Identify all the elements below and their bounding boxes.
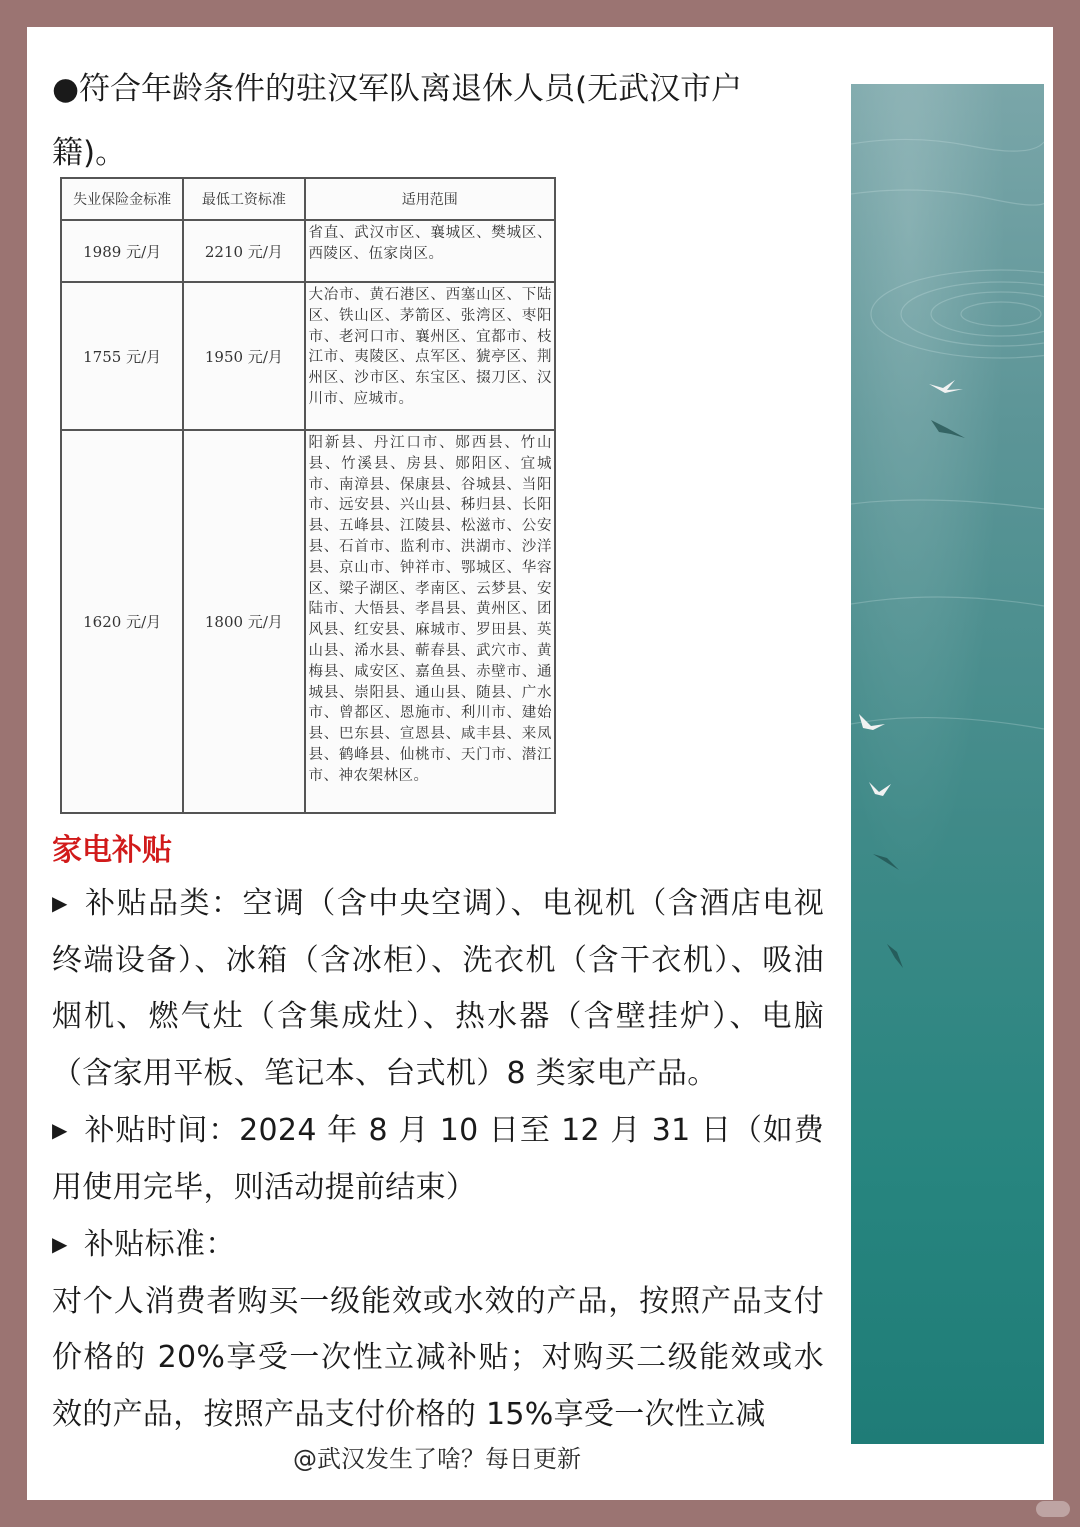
cell-scope: 省直、武汉市区、襄城区、樊城区、西陵区、伍家岗区。 — [305, 220, 555, 282]
bullet-item — [52, 1102, 824, 1216]
bullet-text: 补贴标准： — [84, 1227, 236, 1262]
table-header-row — [61, 178, 555, 220]
bullet-item — [52, 1216, 824, 1274]
intro-text: ●符合年龄条件的驻汉军队离退休人员(无武汉市户籍)。 — [52, 71, 743, 171]
watermark-badge — [1036, 1501, 1070, 1517]
cell-insurance: 1755 元/月 — [61, 282, 183, 430]
policy-table — [60, 177, 556, 814]
header-min-wage: 最低工资标准 — [183, 178, 304, 220]
cell-scope: 阳新县、丹江口市、郧西县、竹山县、竹溪县、房县、郧阳区、宜城市、南漳县、保康县、谷城县、当阳市、远安县、兴山县、秭归县、长阳县、五峰县、江陵县、松滋市、公安县、石首市、监利市、洪湖市、沙洋县、京山市、钟祥市、鄂城区、华容区、梁子湖区、孝南区、云梦县、安陆市、大悟县、孝昌县、黄州区、团风县、红安县、麻城市、罗田县、英山县、浠水县、蕲春县、武穴市、黄梅县、咸安区、嘉鱼县、赤壁市、通城县、崇阳县、通山县、随县、广水市、曾都区、恩施市、利川市、建始县、巴东县、宣恩县、咸丰县、来凤县、鹤峰县、仙桃市、天门市、潜江市、神农架林区。 — [305, 430, 555, 813]
cell-wage: 1800 元/月 — [183, 430, 304, 813]
bullet-text: 补贴时间：2024 年 8 月 10 日至 12 月 31 日（如费用使用完毕，则活动提前结束） — [52, 1113, 824, 1205]
paragraph: 对个人消费者购买一级能效或水效的产品，按照产品支付价格的 20%享受一次性立减补贴；对购买二级能效或水效的产品，按照产品支付价格的 15%享受一次性立减 — [52, 1283, 824, 1432]
table-row — [61, 282, 555, 430]
footer-credit: @武汉发生了啥？每日更新 — [293, 1445, 581, 1473]
triangle-right-icon: ▶ — [52, 1232, 68, 1256]
triangle-right-icon: ▶ — [52, 891, 68, 915]
cell-insurance: 1989 元/月 — [61, 220, 183, 282]
section-title: 家电补贴 — [52, 833, 172, 868]
header-insurance: 失业保险金标准 — [61, 178, 183, 220]
policy-table-image — [60, 177, 556, 810]
cell-scope: 大冶市、黄石港区、西塞山区、下陆区、铁山区、茅箭区、张湾区、枣阳市、老河口市、襄州区、宜都市、枝江市、夷陵区、点军区、猇亭区、荆州区、沙市区、东宝区、掇刀区、汉川市、应城市。 — [305, 282, 555, 430]
table-row — [61, 220, 555, 282]
cell-wage: 2210 元/月 — [183, 220, 304, 282]
section-body — [52, 875, 824, 1443]
bullet-item — [52, 875, 824, 1102]
cell-wage: 1950 元/月 — [183, 282, 304, 430]
water-photo — [851, 84, 1044, 1444]
document-page — [27, 27, 1053, 1500]
cell-insurance: 1620 元/月 — [61, 430, 183, 813]
header-scope: 适用范围 — [305, 178, 555, 220]
triangle-right-icon: ▶ — [52, 1118, 68, 1142]
bullet-text: 补贴品类：空调（含中央空调）、电视机（含酒店电视终端设备）、冰箱（含冰柜）、洗衣机（含干衣机）、吸油烟机、燃气灶（含集成灶）、热水器（含壁挂炉）、电脑（含家用平板、笔记本、台式机）8 类家电产品。 — [52, 886, 824, 1091]
table-row — [61, 430, 555, 813]
